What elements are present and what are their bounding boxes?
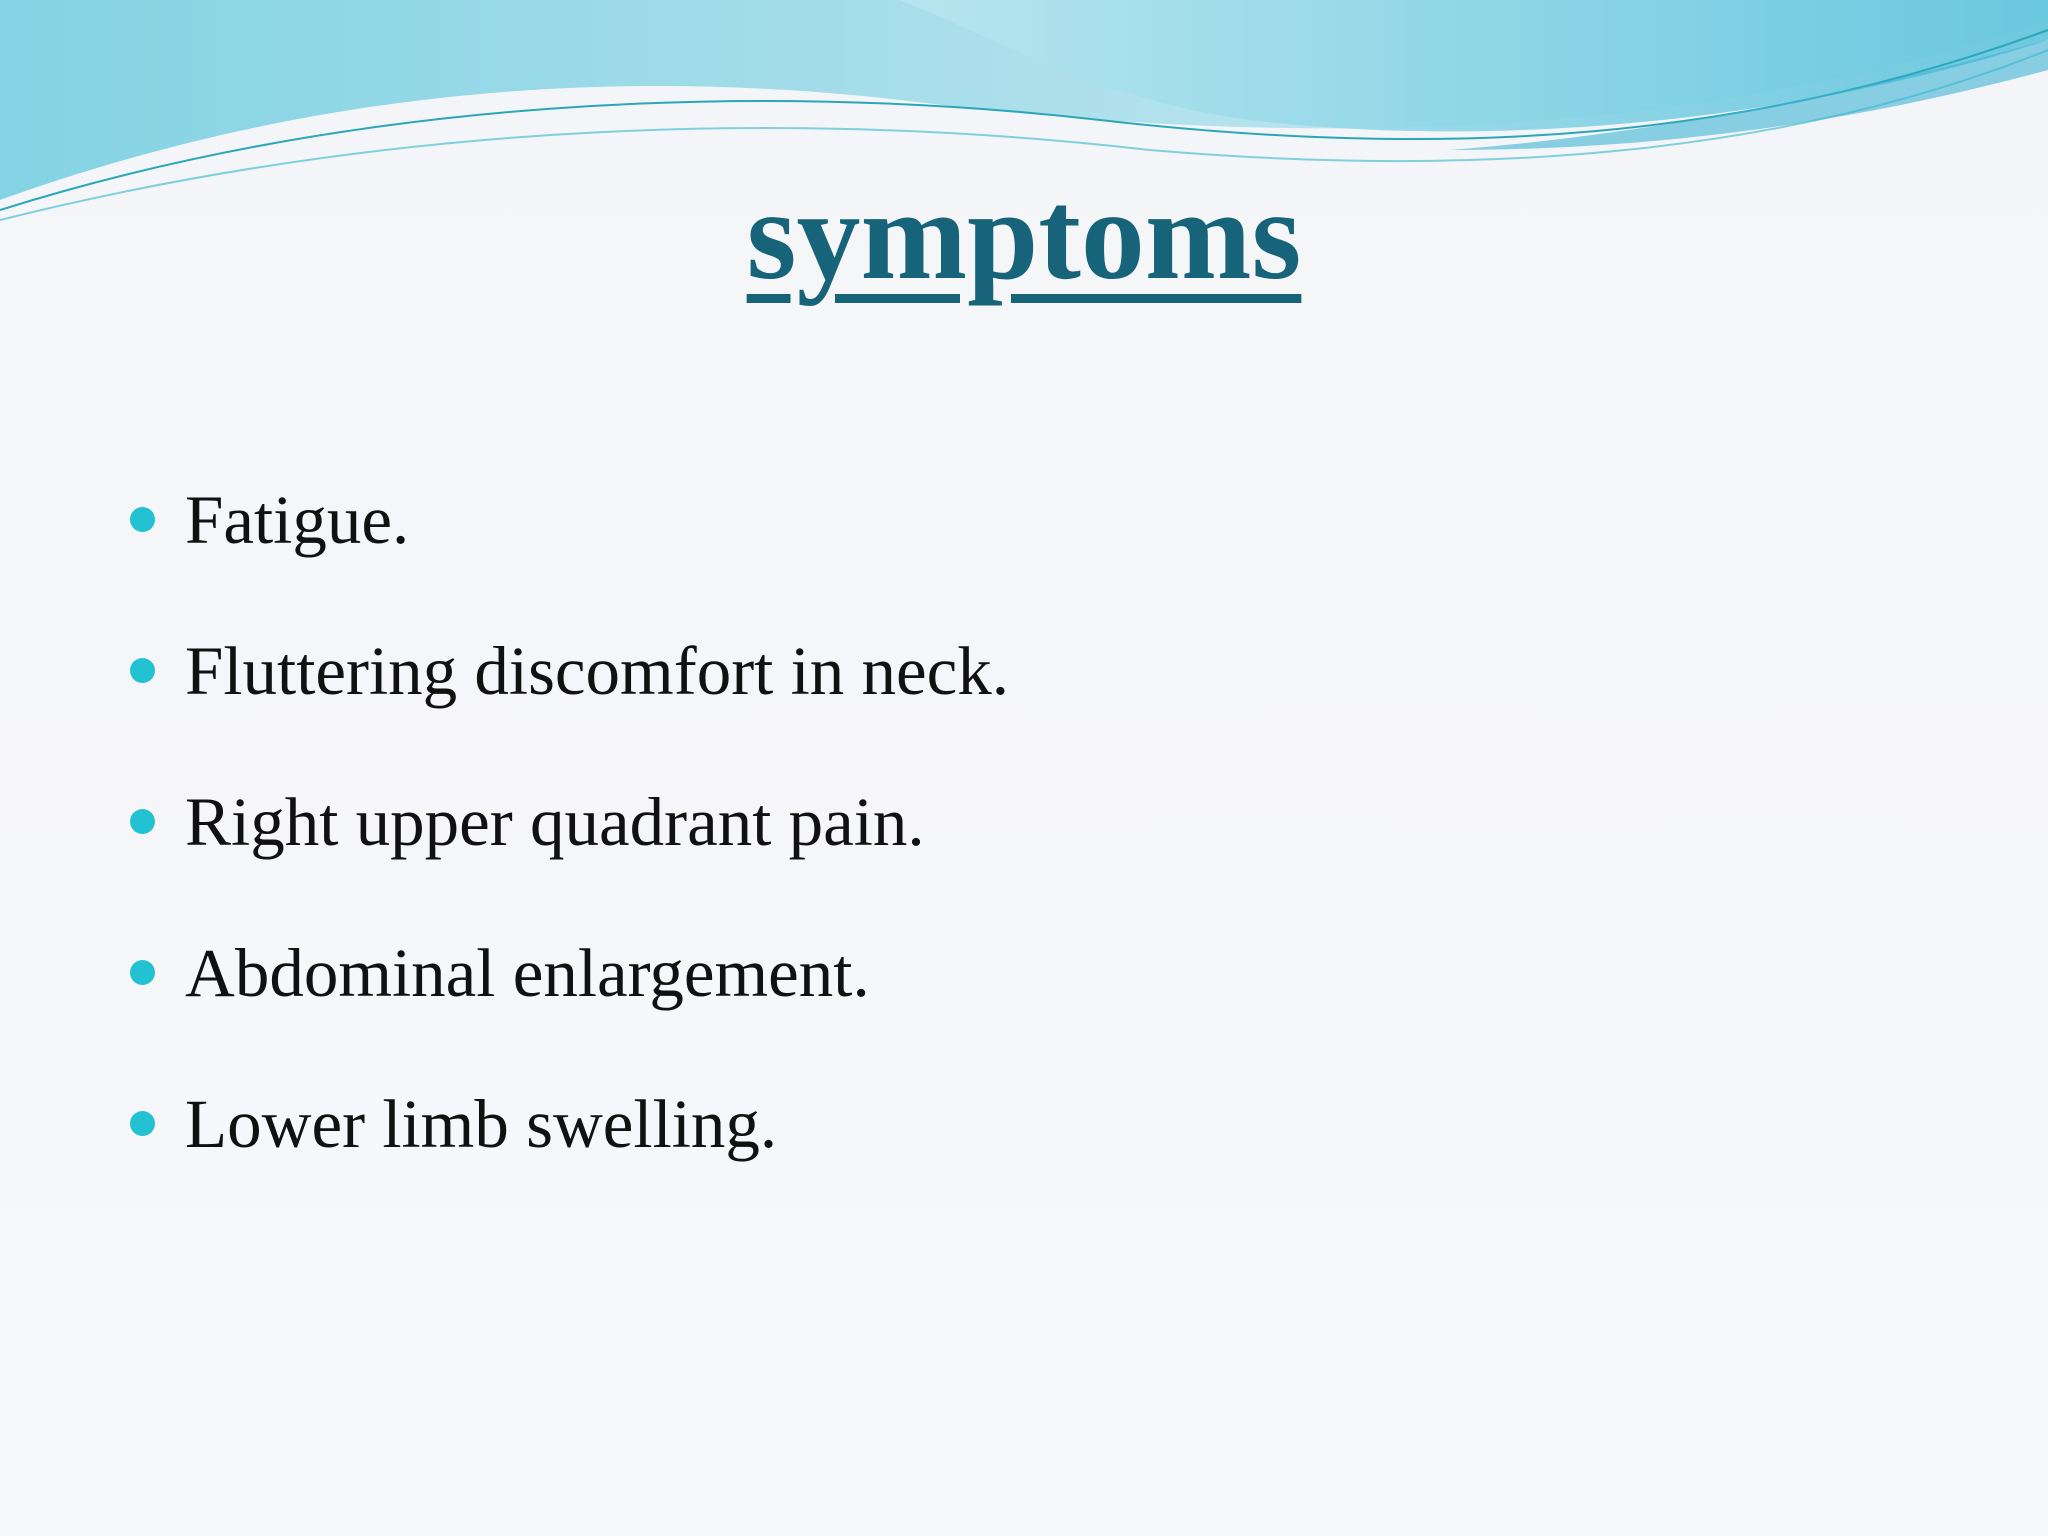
bullet-dot-icon xyxy=(130,658,155,683)
list-item-text: Fluttering discomfort in neck. xyxy=(185,633,1010,709)
list-item xyxy=(130,470,1930,621)
list-item-text: Right upper quadrant pain. xyxy=(185,784,925,860)
bullet-dot-icon xyxy=(130,1111,155,1136)
bullet-dot-icon xyxy=(130,809,155,834)
list-item-text: Fatigue. xyxy=(185,482,410,558)
list-item xyxy=(130,923,1930,1074)
slide-title: symptoms xyxy=(746,164,1302,306)
bullet-dot-icon xyxy=(130,507,155,532)
bullet-dot-icon xyxy=(130,960,155,985)
list-item-text: Abdominal enlargement. xyxy=(185,935,870,1011)
list-item xyxy=(130,772,1930,923)
list-item-text: Lower limb swelling. xyxy=(185,1086,778,1162)
list-item xyxy=(130,621,1930,772)
list-item xyxy=(130,1074,1930,1225)
symptom-list xyxy=(130,470,1930,1225)
